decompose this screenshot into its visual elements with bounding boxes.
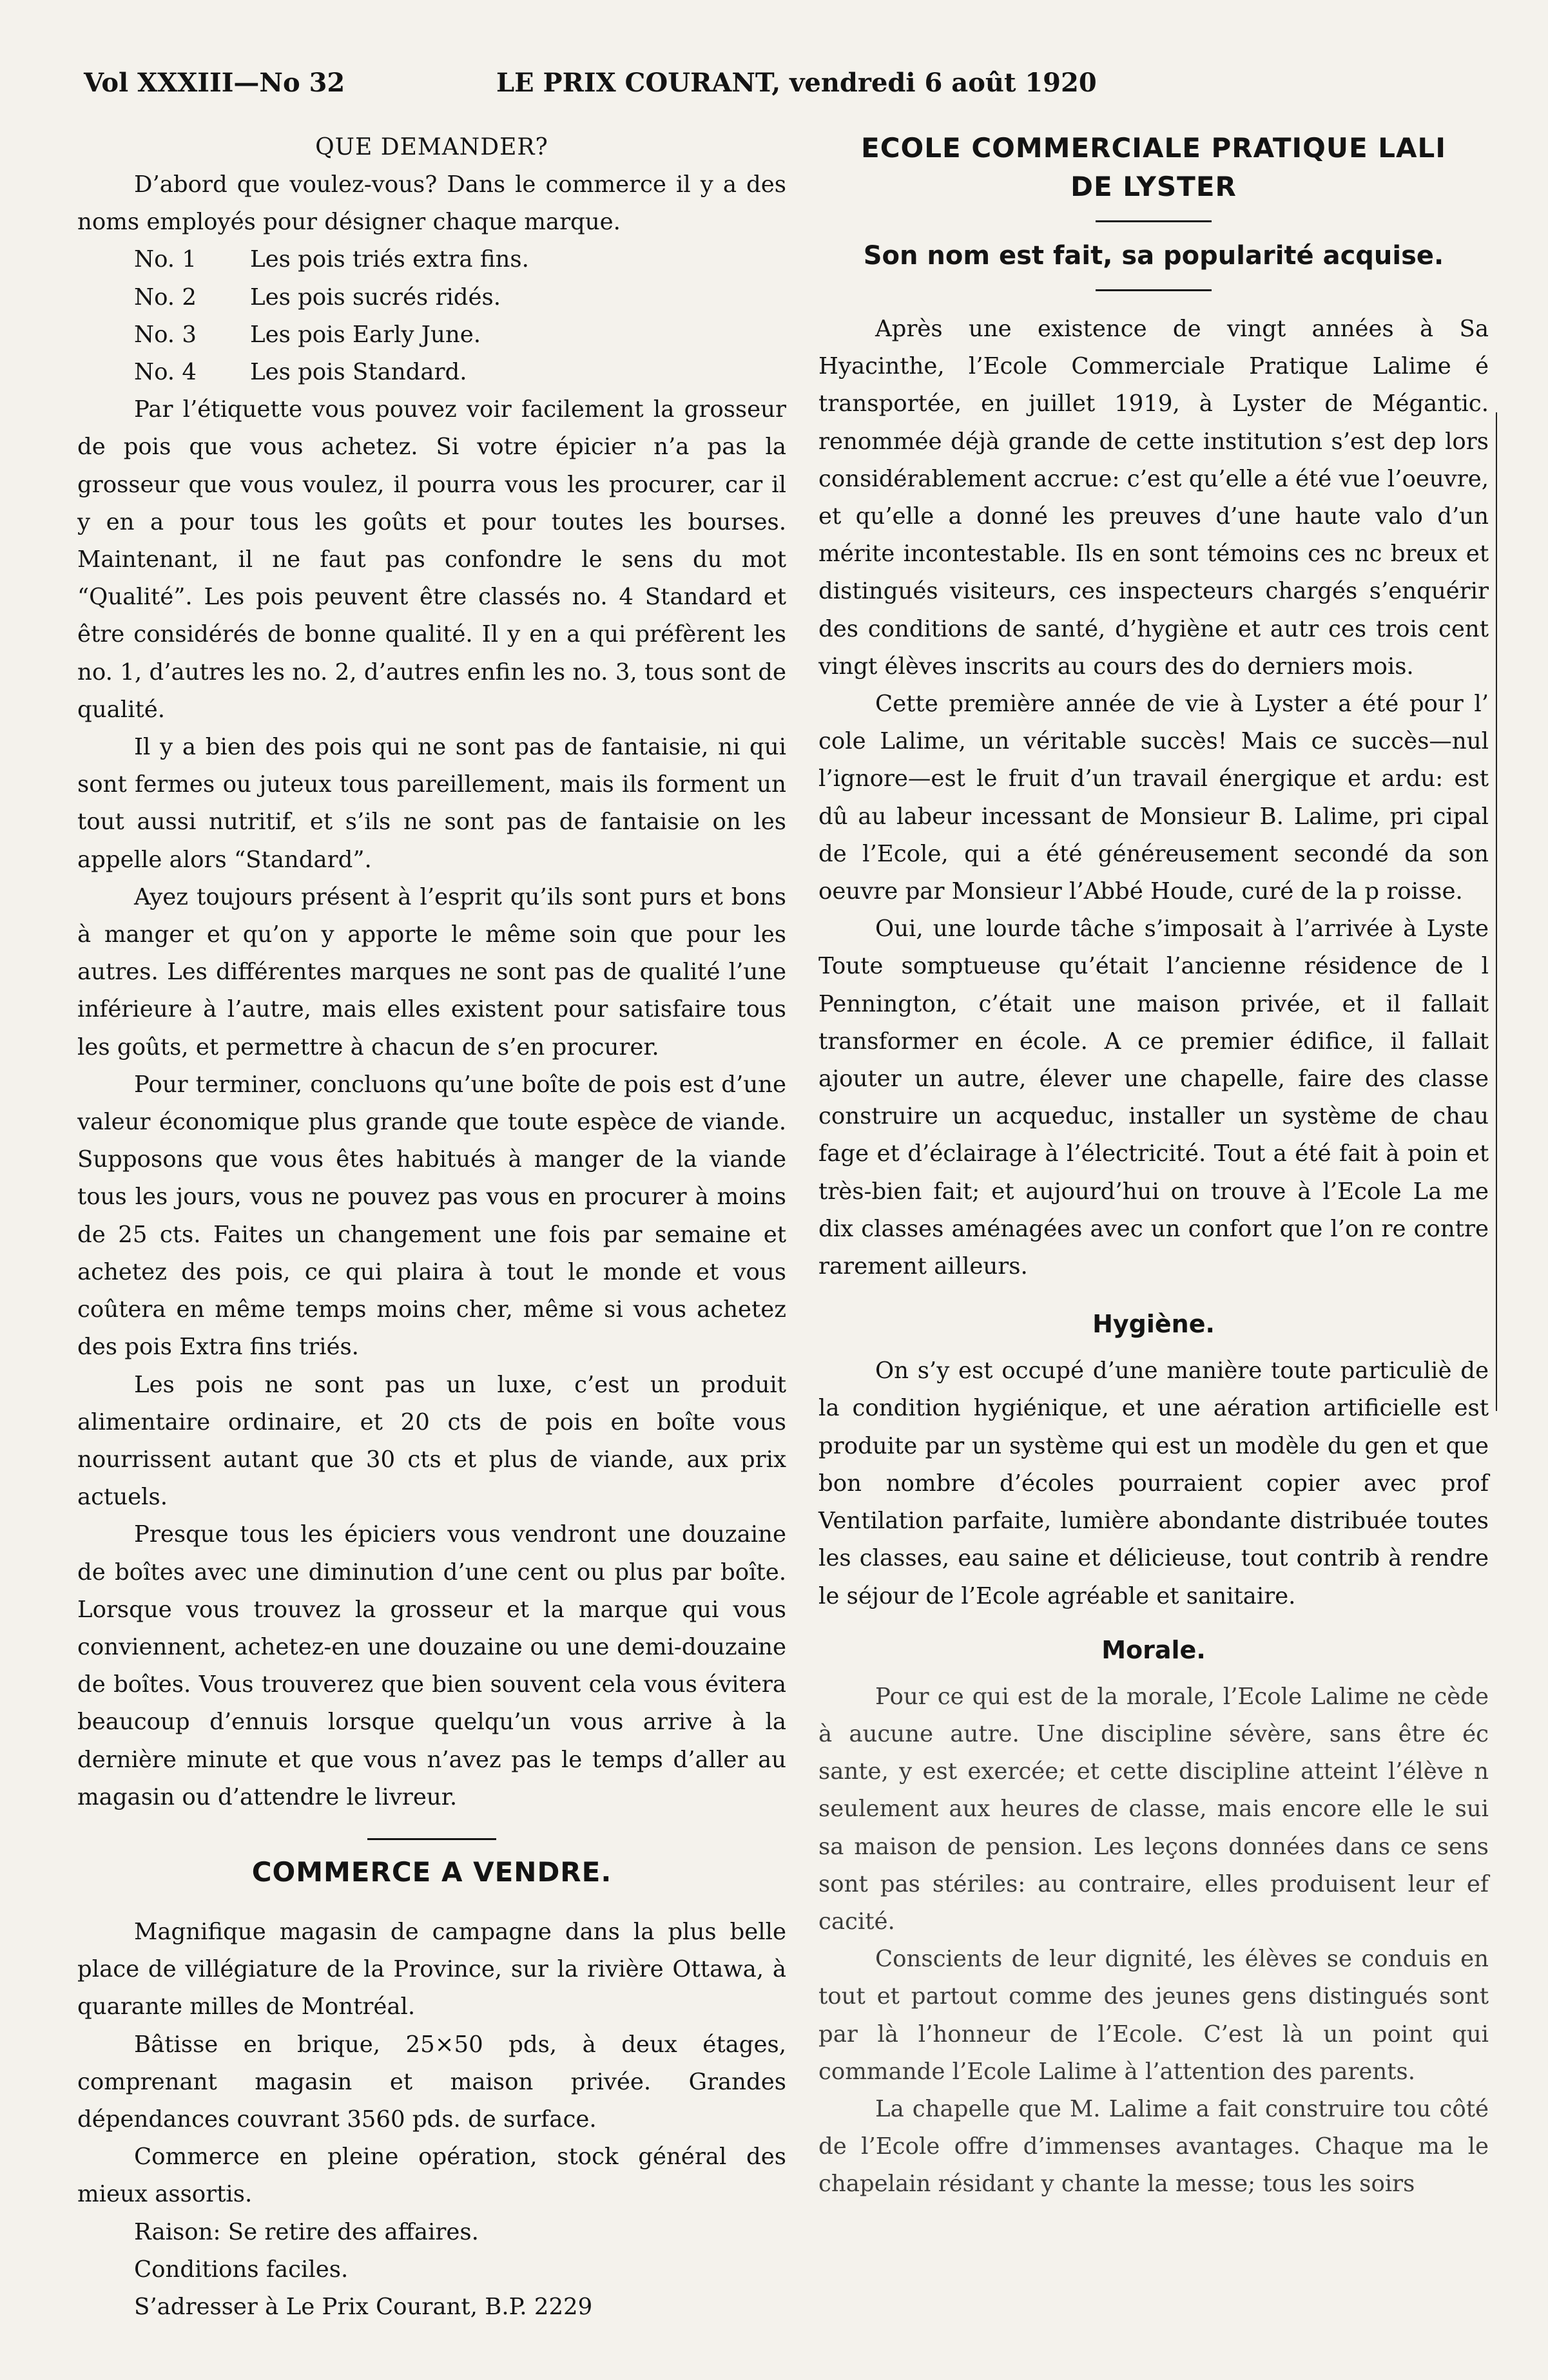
body-paragraph: Bâtisse en brique, 25×50 pds, à deux étages, comprenant magasin et maison privée. Grandes dépendances couvrant 3560 pds. de surface. bbox=[77, 2031, 786, 2133]
article-subtitle: Son nom est fait, sa popularité acquise. bbox=[863, 241, 1444, 271]
grade-list bbox=[77, 241, 786, 391]
body-paragraph: Il y a bien des pois qui ne sont pas de fantaisie, ni qui sont fermes ou juteux tous pareillement, mais ils forment un tout aussi nutritif, et s’ils ne sont pas de fantaisie on les appelle alors “Standard”. bbox=[77, 734, 786, 873]
article-title-que-demander: QUE DEMANDER? bbox=[315, 134, 548, 160]
body-paragraph: Pour ce qui est de la morale, l’Ecole Lalime ne cède à aucune autre. Une discipline sévère, sans être éc sante, y est exercée; et cette discipline atteint l’élève n seulement aux heures de classe, mais encore elle le sui sa maison de pension. Les leçons données dans ce sens sont pas stériles: au contraire, elles produisent leur ef cacité. bbox=[818, 1683, 1489, 1935]
volume-number: Vol XXXIII—No 32 bbox=[84, 68, 345, 98]
body-paragraph: Après une existence de vingt années à Sa Hyacinthe, l’Ecole Commerciale Pratique Lalime é transportée, en juillet 1919, à Lyster de Mégantic. renommée déjà grande de cette institution s’est dep lors considérablement accrue: c’est qu’elle a été vue l’oeuvre, et qu’elle a donné les preuves d’une haute valo d’un mérite incontestable. Ils en sont témoins ces nc breux et distingués visiteurs, ces inspecteurs chargés s’enquérir des conditions de santé, d’hygiène et autr ces trois cent vingt élèves inscrits au cours des do derniers mois. bbox=[818, 316, 1489, 680]
column-edge-line bbox=[1496, 412, 1497, 1411]
section-heading-morale: Morale. bbox=[1101, 1635, 1206, 1664]
body-paragraph: Par l’étiquette vous pouvez voir facilement la grosseur de pois que vous achetez. Si votre épicier n’a pas la grosseur que vous voulez, il pourra vous les procurer, car il y en a pour tous les goûts et pour toutes les bourses. Maintenant, il ne faut pas confondre le sens du mot “Qualité”. Les pois peuvent être classés no. 4 Standard et être considérés de bonne qualité. Il y en a qui préfèrent les no. 1, d’autres les no. 2, d’autres enfin les no. 3, tous sont de qualité. bbox=[77, 396, 786, 723]
body-paragraph: Les pois ne sont pas un luxe, c’est un produit alimentaire ordinaire, et 20 cts de pois en boîte vous nourrissent autant que 30 cts et plus de viande, aux prix actuels. bbox=[77, 1371, 786, 1511]
list-number: No. 1 bbox=[134, 246, 197, 273]
article-title-commerce: COMMERCE A VENDRE. bbox=[251, 1856, 612, 1888]
list-item bbox=[77, 279, 786, 316]
list-item bbox=[77, 316, 786, 354]
list-text: Les pois sucrés ridés. bbox=[250, 283, 501, 311]
list-text: Les pois triés extra fins. bbox=[250, 246, 529, 273]
list-item bbox=[77, 241, 786, 278]
right-column bbox=[818, 129, 1489, 2203]
list-number: No. 3 bbox=[134, 321, 197, 348]
body-paragraph: Conscients de leur dignité, les élèves se conduis en tout et partout comme des jeunes gens distingués sont par là l’honneur de l’Ecole. C’est là un point qui commande l’Ecole Lalime à l’attention des parents. bbox=[818, 1946, 1489, 2085]
body-paragraph: On s’y est occupé d’une manière toute particuliè de la condition hygiénique, et une aération artificielle est produite par un système qui est un modèle du gen et que bon nombre d’écoles pourraient copier avec prof Ventilation parfaite, lumière abondante distribuée toutes les classes, eau saine et délicieuse, tout contrib à rendre le séjour de l’Ecole agréable et sanitaire. bbox=[818, 1358, 1489, 1609]
article-title-ecole-line-2: DE LYSTER bbox=[1070, 171, 1237, 202]
intro-paragraph: D’abord que voulez-vous? Dans le commerce il y a des noms employés pour désigner chaque marque. bbox=[77, 171, 786, 236]
list-item bbox=[77, 354, 786, 391]
subtitle-divider bbox=[1096, 289, 1212, 291]
body-paragraph: Magnifique magasin de campagne dans la plus belle place de villégiature de la Province, sur la rivière Ottawa, à quarante milles de Montréal. bbox=[77, 1918, 786, 2020]
body-paragraph: Ayez toujours présent à l’esprit qu’ils sont purs et bons à manger et qu’on y apporte le même soin que pour les autres. Les différentes marques ne sont pas de qualité l’une inférieure à l’autre, mais elles existent pour satisfaire tous les goûts, et permettre à chacun de s’en procurer. bbox=[77, 883, 786, 1060]
section-heading-hygiene: Hygiène. bbox=[1092, 1310, 1215, 1339]
masthead-date: LE PRIX COURANT, vendredi 6 août 1920 bbox=[496, 68, 1097, 98]
body-paragraph: Commerce en pleine opération, stock général des mieux assortis. bbox=[77, 2144, 786, 2208]
body-paragraph: Pour terminer, concluons qu’une boîte de pois est d’une valeur économique plus grande que toute espèce de viande. Supposons que vous êtes habitués à manger de la viande tous les jours, vous ne pouvez pas vous en procurer à moins de 25 cts. Faites un changement une fois par semaine et achetez des pois, ce qui plaira à tout le monde et vous coûtera en même temps moins cher, même si vous achetez des pois Extra fins triés. bbox=[77, 1071, 786, 1361]
list-number: No. 2 bbox=[134, 283, 197, 311]
body-paragraph: Cette première année de vie à Lyster a été pour l’ cole Lalime, un véritable succès! Mais ce succès—nul l’ignore—est le fruit d’un travail énergique et ardu: est dû au labeur incessant de Monsieur B. Lalime, pri cipal de l’Ecole, qui a été généreusement secondé da son oeuvre par Monsieur l’Abbé Houde, curé de la p roisse. bbox=[818, 691, 1489, 905]
conditions-line: Conditions faciles. bbox=[134, 2256, 349, 2283]
list-text: Les pois Early June. bbox=[250, 321, 481, 348]
body-paragraph: La chapelle que M. Lalime a fait construire tou côté de l’Ecole offre d’immenses avantages. Chaque ma le chapelain résidant y chante la messe; tous les soirs bbox=[818, 2095, 1489, 2198]
section-divider bbox=[367, 1838, 496, 1840]
list-text: Les pois Standard. bbox=[250, 359, 467, 386]
contact-line: S’adresser à Le Prix Courant, B.P. 2229 bbox=[134, 2293, 593, 2320]
left-column bbox=[77, 129, 786, 2326]
article-title-ecole-line-1: ECOLE COMMERCIALE PRATIQUE LALI bbox=[861, 132, 1446, 164]
title-divider bbox=[1096, 220, 1212, 222]
raison-line: Raison: Se retire des affaires. bbox=[134, 2218, 479, 2245]
body-paragraph: Presque tous les épiciers vous vendront une douzaine de boîtes avec une diminution d’une cent ou plus par boîte. Lorsque vous trouvez la grosseur et la marque qui vous conviennent, achetez-en une douzaine ou une demi-douzaine de boîtes. Vous trouverez que bien souvent cela vous évitera beaucoup d’ennuis lorsque quelqu’un vous arrive à la dernière minute et que vous n’avez pas le temps d’aller au magasin ou d’attendre le livreur. bbox=[77, 1521, 786, 1810]
running-head bbox=[84, 61, 1463, 106]
body-paragraph: Oui, une lourde tâche s’imposait à l’arrivée à Lyste Toute somptueuse qu’était l’ancienne résidence de l Pennington, c’était une maison privée, et il fallait transformer en école. A ce premier édifice, il fallait ajouter un autre, élever une chapelle, faire des classe construire un acqueduc, installer un système de chau fage et d’éclairage à l’électricité. Tout a été fait à poin et très-bien fait; et aujourd’hui on trouve à l’Ecole La me dix classes aménagées avec un confort que l’on re contre rarement ailleurs. bbox=[818, 916, 1489, 1280]
list-number: No. 4 bbox=[134, 359, 197, 386]
